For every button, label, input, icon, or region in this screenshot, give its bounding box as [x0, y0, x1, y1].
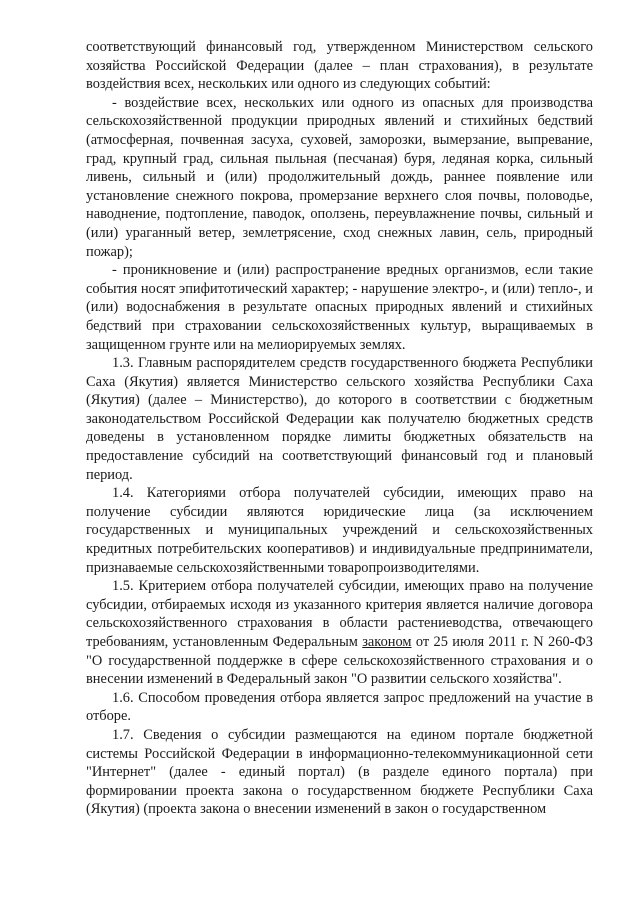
paragraph-1-4 — [86, 484, 593, 577]
paragraph-intro — [86, 38, 593, 94]
paragraph-text: 1.4. Категориями отбора получателей субсидии, имеющих право на получение субсидии являются юридические лица (за исключением государственных и муниципальных учреждений и сельскохозяйственных кредитных потребительских кооперативов) и индивидуальные предприниматели, признаваемые сельскохозяйственными товаропроизводителями. — [86, 485, 593, 576]
paragraph-text: 1.6. Способом проведения отбора является запрос предложений на участие в отборе. — [86, 689, 593, 725]
paragraph-pests — [86, 261, 593, 354]
paragraph-text: 1.5. Критерием отбора получателей субсидии, имеющих право на получение субсидии, отбираемых исходя из указанного критерия является наличие договора сельскохозяйственного страхования в области растениеводства, отвечающего требованиям, установленным Федеральным — [86, 578, 593, 650]
paragraph-1-3 — [86, 354, 593, 484]
document-page — [86, 38, 593, 819]
paragraph-text: - проникновение и (или) распространение вредных организмов, если такие события носят эпифитотический характер; - нарушение электро-, и (или) тепло-, и (или) водоснабжения в результате опасных природных явлений и стихийных бедствий при страховании сельскохозяйственных культур, выращиваемых в защищенном грунте или на мелиорируемых землях. — [86, 262, 593, 353]
paragraph-natural-hazards — [86, 94, 593, 261]
paragraph-text: - воздействие всех, нескольких или одного из опасных для производства сельскохозяйственной продукции природных явлений и стихийных бедствий (атмосферная, почвенная засуха, суховей, заморозки, вымерзание, выпревание, град, крупный град, сильная пыльная (песчаная) буря, ледяная корка, сильный ливень, сильный и (или) продолжительный дождь, раннее появление или установление снежного покрова, промерзание верхнего слоя почвы, половодье, наводнение, подтопление, паводок, оползень, переувлажнение почвы, сильный и (или) ураганный ветер, землетрясение, сход снежных лавин, сель, природный пожар); — [86, 94, 593, 260]
law-link[interactable]: законом — [362, 634, 412, 650]
paragraph-1-7 — [86, 726, 593, 819]
paragraph-text: от 25 июля 2011 г. N 260-ФЗ "О государственной поддержке в сфере сельскохозяйственного страхования и о внесении изменений в Федеральный закон "О развитии сельского хозяйства". — [86, 634, 594, 688]
paragraph-text: 1.3. Главным распорядителем средств государственного бюджета Республики Саха (Якутия) является Министерство сельского хозяйства Республики Саха (Якутия) (далее – Министерство), до которого в соответствии с бюджетным законодательством Российской Федерации как получателю бюджетных средств доведены в установленном порядке лимиты бюджетных обязательств на предоставление субсидий на соответствующий финансовый год и плановый период. — [86, 355, 593, 483]
paragraph-text: соответствующий финансовый год, утвержденном Министерством сельского хозяйства Российской Федерации (далее – план страхования), в результате воздействия всех, нескольких или одного из следующих событий: — [86, 39, 593, 93]
paragraph-1-5 — [86, 577, 593, 689]
paragraph-text: 1.7. Сведения о субсидии размещаются на едином портале бюджетной системы Российской Федерации в информационно-телекоммуникационной сети "Интернет" (далее - единый портал) (в разделе единого портала) при формировании проекта закона о государственном бюджете Республики Саха (Якутия) (проекта закона о внесении изменений в закон о государственном — [86, 726, 593, 818]
paragraph-1-6 — [86, 689, 593, 726]
